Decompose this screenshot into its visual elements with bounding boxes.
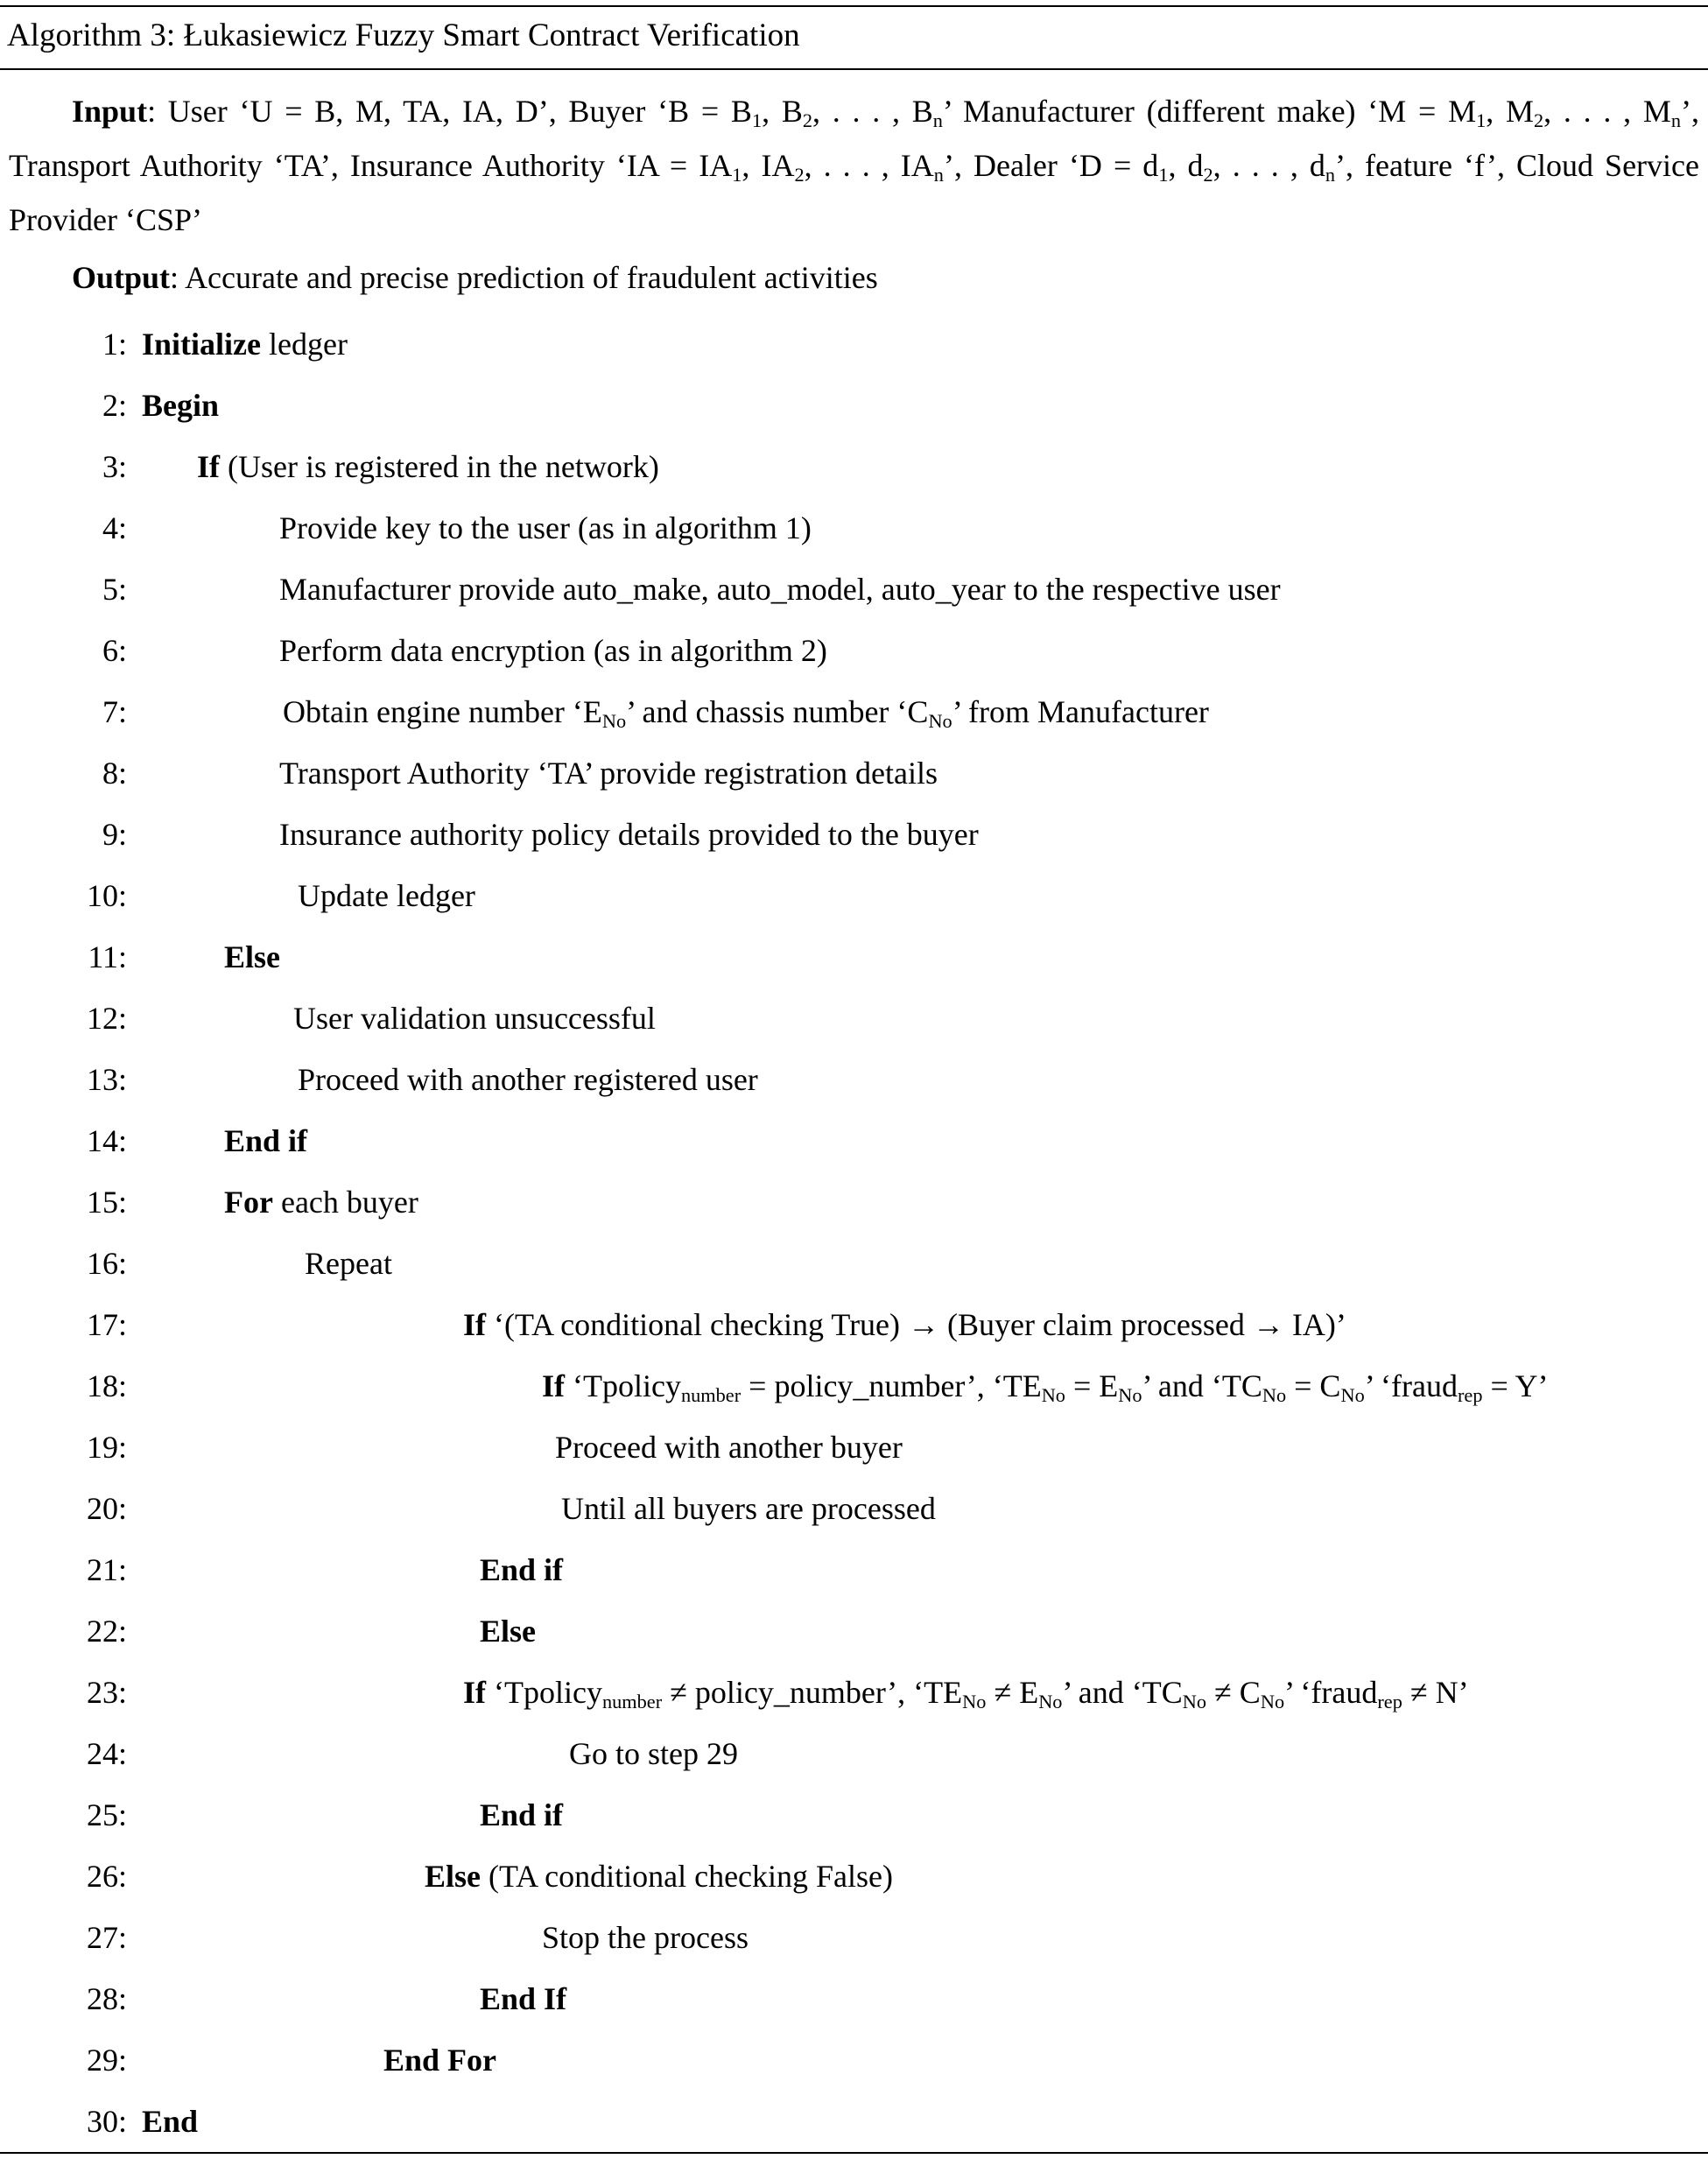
line-number: 23: <box>86 1675 127 1710</box>
line-text: End if <box>480 1552 564 1587</box>
line-number: 5: <box>102 572 127 607</box>
line-text: If (User is registered in the network) <box>197 449 659 484</box>
line-number: 15: <box>86 1185 127 1220</box>
algorithm-line <box>9 1539 1699 1600</box>
line-number: 30: <box>86 2104 127 2139</box>
algorithm-line <box>9 1478 1699 1539</box>
line-number: 27: <box>86 1920 127 1955</box>
line-number: 26: <box>86 1859 127 1894</box>
line-text: Proceed with another buyer <box>555 1430 903 1465</box>
algorithm-line <box>9 742 1699 804</box>
line-number: 24: <box>86 1736 127 1771</box>
line-text: End if <box>224 1123 308 1158</box>
algorithm-line <box>9 1110 1699 1171</box>
algorithm-line <box>9 1723 1699 1784</box>
line-number: 28: <box>86 1981 127 2016</box>
algorithm-line <box>9 1600 1699 1662</box>
algorithm-line <box>9 497 1699 559</box>
line-number: 17: <box>86 1307 127 1342</box>
line-number: 19: <box>86 1430 127 1465</box>
line-text: Stop the process <box>542 1920 749 1955</box>
line-text: Obtain engine number ‘$E_{No}$’ and chassis number ‘$C_{No}$’ from Manufacturer <box>283 694 1209 733</box>
algorithm-line <box>9 1049 1699 1110</box>
line-text: Else (TA conditional checking False) <box>425 1859 894 1894</box>
algorithm-lines <box>9 313 1699 2152</box>
line-text: Initialize ledger <box>142 327 348 362</box>
algorithm-line <box>9 681 1699 742</box>
algorithm-line <box>9 2029 1699 2091</box>
line-number: 10: <box>86 878 127 913</box>
bottom-rules <box>0 2152 1708 2159</box>
algorithm-line <box>9 1355 1699 1417</box>
algorithm-line <box>9 1662 1699 1723</box>
line-number: 14: <box>86 1123 127 1158</box>
algorithm-output-statement: Output: Accurate and precise prediction of fraudulent activities <box>72 260 878 295</box>
line-number: 3: <box>102 449 127 484</box>
line-text: User validation unsuccessful <box>293 1001 656 1036</box>
algorithm-line <box>9 375 1699 436</box>
line-number: 8: <box>102 756 127 791</box>
algorithm-line <box>9 1846 1699 1907</box>
line-number: 16: <box>86 1246 127 1281</box>
line-number: 6: <box>102 633 127 668</box>
algorithm-line <box>9 988 1699 1049</box>
line-text: Else <box>224 939 281 974</box>
line-number: 18: <box>86 1368 127 1403</box>
line-text: End <box>142 2104 199 2139</box>
algorithm-line <box>9 1968 1699 2029</box>
line-text: If ‘Tpolicy$_{number}$ ≠ policy_number’, ‘$TE_{No} \ne E_{No}$’ and ‘$TC_{No} \ne C_{No}$’ ‘fraud$_{rep}$ ≠ N’ <box>463 1675 1469 1713</box>
line-number: 12: <box>86 1001 127 1036</box>
algorithm-title: Algorithm 3: Łukasiewicz Fuzzy Smart Contract Verification <box>7 18 800 53</box>
line-text: If ‘Tpolicy$_{number}$ = policy_number’, ‘$TE_{No} = E_{No}$’ and ‘$TC_{No} = C_{No}$’ ‘fraud$_{rep}$ = Y’ <box>542 1368 1549 1407</box>
line-number: 7: <box>102 694 127 729</box>
line-text: Else <box>480 1614 537 1649</box>
line-text: Transport Authority ‘TA’ provide registration details <box>279 756 938 791</box>
algorithm-line <box>9 1417 1699 1478</box>
line-text: End if <box>480 1797 564 1832</box>
algorithm-line <box>9 313 1699 375</box>
line-text: For each buyer <box>224 1185 418 1220</box>
line-text: Perform data encryption (as in algorithm 2) <box>279 633 827 668</box>
line-text: Proceed with another registered user <box>298 1062 758 1097</box>
algorithm-input-statement: Input: User ‘U = B, M, TA, IA, D’, Buyer ‘$B = B_1$, $B_2$, . . . , $B_n$’ Manufacturer (different make) ‘$M = M_1$, $M_2$, . . . , $M_n$’, Transport Authority ‘TA’, Insurance Authority ‘IA = $IA_1$, $IA_2$, . . . , $IA_n$’, Dealer ‘$D = d_1$, $d_2$, . . . , $d_n$’, feature ‘f’, Cloud Service Provider ‘CSP’ <box>9 94 1700 237</box>
line-number: 11: <box>88 939 127 974</box>
line-text: Until all buyers are processed <box>561 1491 936 1526</box>
line-text: End If <box>480 1981 567 2016</box>
algorithm-line <box>9 865 1699 926</box>
algorithm-line <box>9 436 1699 497</box>
line-number: 29: <box>86 2043 127 2078</box>
bottom-rule-1 <box>0 2152 1708 2154</box>
line-text: Provide key to the user (as in algorithm 1) <box>279 510 812 545</box>
line-text: Manufacturer provide auto_make, auto_model, auto_year to the respective user <box>279 572 1281 607</box>
line-text: If ‘(TA conditional checking True) → (Buyer claim processed → IA)’ <box>463 1307 1346 1342</box>
algorithm-line <box>9 1784 1699 1846</box>
algorithm-line <box>9 1233 1699 1294</box>
algorithm-line <box>9 926 1699 988</box>
line-text: Repeat <box>305 1246 392 1281</box>
algorithm-line <box>9 804 1699 865</box>
algorithm-line <box>9 2091 1699 2152</box>
line-number: 9: <box>102 817 127 852</box>
line-number: 4: <box>102 510 127 545</box>
line-number: 21: <box>86 1552 127 1587</box>
line-text: Update ledger <box>298 878 475 913</box>
line-text: Go to step 29 <box>569 1736 738 1771</box>
algorithm-line <box>9 1171 1699 1233</box>
algorithm-body <box>0 70 1708 2152</box>
line-number: 2: <box>102 388 127 423</box>
line-text: End For <box>383 2043 497 2078</box>
algorithm-line <box>9 620 1699 681</box>
line-number: 25: <box>86 1797 127 1832</box>
line-number: 1: <box>102 327 127 362</box>
line-number: 20: <box>86 1491 127 1526</box>
line-number: 22: <box>86 1614 127 1649</box>
algorithm-line <box>9 1294 1699 1355</box>
line-text: Begin <box>142 388 220 423</box>
line-text: Insurance authority policy details provided to the buyer <box>279 817 979 852</box>
algorithm-line <box>9 1907 1699 1968</box>
algorithm-line <box>9 559 1699 620</box>
line-number: 13: <box>86 1062 127 1097</box>
